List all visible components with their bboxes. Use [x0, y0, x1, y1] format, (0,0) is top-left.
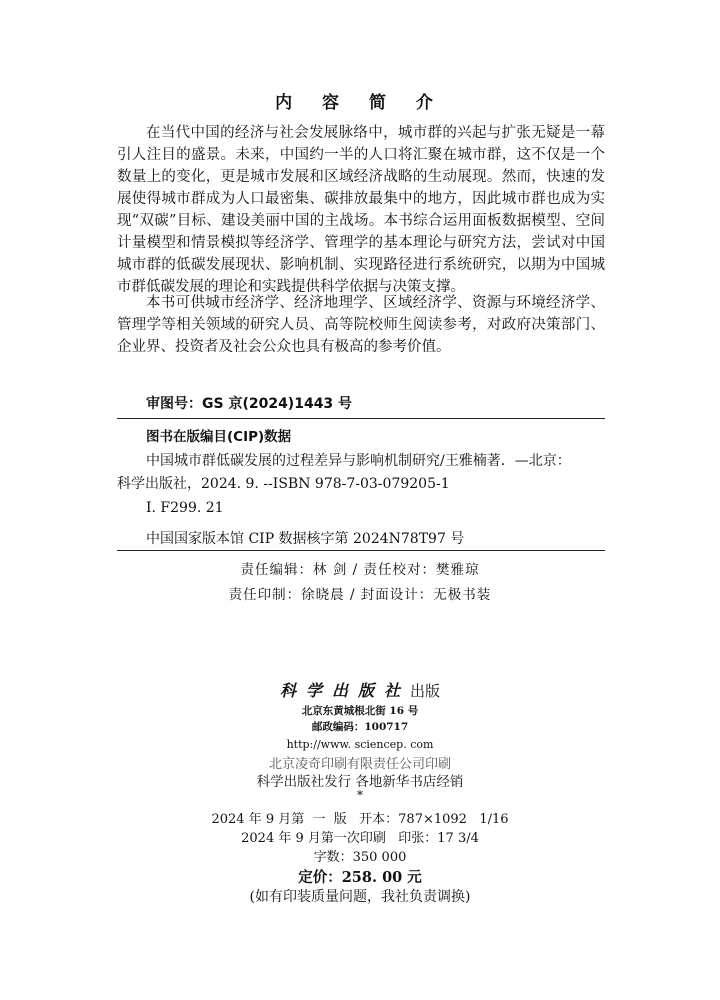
credits-editors: 责任编辑：林 剑 / 责任校对：樊雅琼: [240, 562, 480, 578]
cip-entry-line-2: 科学出版社，2024. 9. --ISBN 978-7-03-079205-1: [117, 476, 450, 492]
cip-entry-line-1: 中国城市群低碳发展的过程差异与影响机制研究/王雅楠著．—北京：: [146, 453, 571, 469]
quality-note: (如有印装质量问题，我社负责调换): [249, 889, 471, 905]
publisher-logo-text: 科学出版社: [279, 681, 410, 700]
printer-name: 北京凌奇印刷有限责任公司印刷: [268, 757, 451, 772]
publisher-suffix: 出版: [410, 682, 441, 700]
intro-paragraph-1: 在当代中国的经济与社会发展脉络中，城市群的兴起与扩张无疑是一幕引人注目的盛景。未来，中国约一半的人口将汇聚在城市群，这不仅是一个数量上的变化，更是城市发展和区域经济战略的生动展现。然而，快速的发展使得城市群成为人口最密集、碳排放最集中的地方，因此城市群也成为实现“双碳”目标、建设美丽中国的主战场。本书综合运用面板数据模型、空间计量模型和情景模拟等经济学、管理学的基本理论与研究方法，尝试对中国城市群的低碳发展现状、影响机制、实现路径进行系统研究，以期为中国城市群低碳发展的理论和实践提供科学依据与决策支撑。: [117, 125, 605, 295]
publisher-name: [0, 678, 720, 701]
publisher-address: 北京东黄城根北街 16 号: [301, 705, 419, 717]
edition-line-1: 2024 年 9 月第 一 版 开本：787×1092 1/16: [211, 812, 509, 827]
word-count: 字数：350 000: [313, 850, 407, 865]
map-approval-number: 审图号：GS 京(2024)1443 号: [146, 396, 353, 412]
edition-line-2: 2024 年 9 月第一次印刷 印张：17 3/4: [241, 831, 479, 846]
distribution-info: 科学出版社发行 各地新华书店经销: [256, 774, 464, 790]
intro-paragraph-2: 本书可供城市经济学、经济地理学、区域经济学、资源与环境经济学、管理学等相关领域的研究人员、高等院校师生阅读参考，对政府决策部门、企业界、投资者及社会公众也具有极高的参考价值。: [117, 295, 605, 355]
cip-heading: 图书在版编目(CIP)数据: [146, 429, 292, 445]
cip-number: 中国国家版本馆 CIP 数据核字第 2024N78T97 号: [146, 531, 465, 547]
cip-classification: Ⅰ. F299. 21: [146, 500, 224, 516]
separator-star: *: [357, 788, 363, 802]
price: 定价：258. 00 元: [298, 869, 422, 886]
credits-production: 责任印制：徐晓晨 / 封面设计：无极书装: [228, 587, 492, 603]
cip-bottom-divider: [117, 550, 605, 551]
page-title: 内 容 简 介: [275, 93, 445, 113]
publisher-postcode: 邮政编码：100717: [311, 721, 409, 733]
publisher-website: http://www. sciencep. com: [286, 738, 434, 751]
cip-top-divider: [117, 418, 605, 419]
